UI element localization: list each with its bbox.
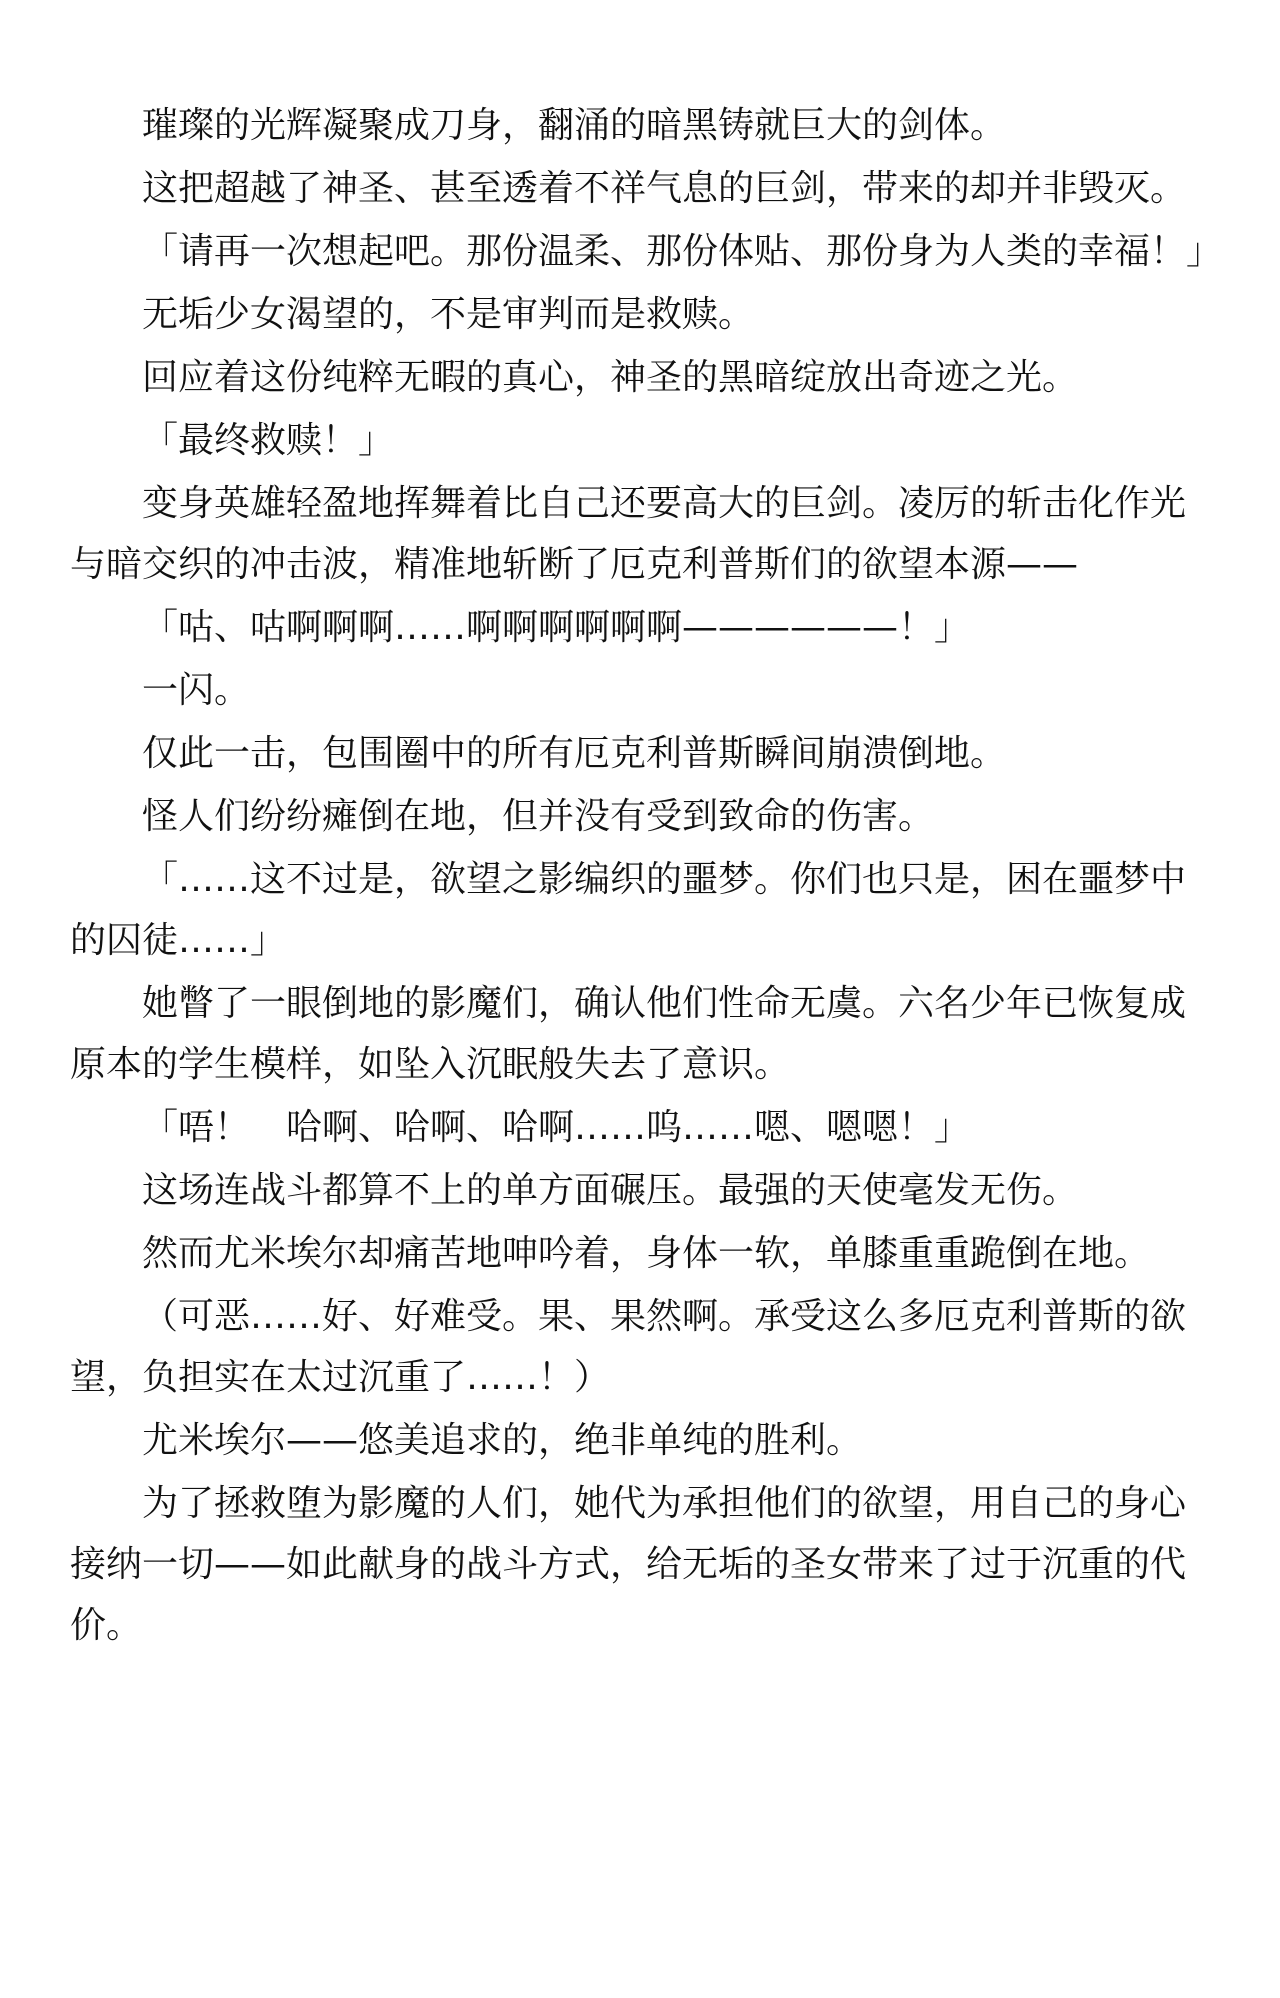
dialogue-paragraph: 「……这不过是，欲望之影编织的噩梦。你们也只是，困在噩梦中的囚徒……」 — [70, 859, 1187, 961]
paragraph: 璀璨的光辉凝聚成刀身，翻涌的暗黑铸就巨大的剑体。 — [142, 105, 1007, 146]
paragraph: 这把超越了神圣、甚至透着不祥气息的巨剑，带来的却并非毁灭。 — [142, 168, 1187, 209]
dialogue-paragraph: 「请再一次想起吧。那份温柔、那份体贴、那份身为人类的幸福！」 — [142, 231, 1223, 272]
paragraph: 为了拯救堕为影魔的人们，她代为承担他们的欲望，用自己的身心接纳一切——如此献身的战斗方式，给无垢的圣女带来了过于沉重的代价。 — [70, 1483, 1187, 1646]
paragraph: 回应着这份纯粹无暇的真心，神圣的黑暗绽放出奇迹之光。 — [142, 357, 1079, 398]
paragraph: 仅此一击，包围圈中的所有厄克利普斯瞬间崩溃倒地。 — [142, 733, 1007, 774]
dialogue-paragraph: 「最终救赎！」 — [142, 420, 395, 461]
paragraph: 然而尤米埃尔却痛苦地呻吟着，身体一软，单膝重重跪倒在地。 — [142, 1233, 1151, 1274]
inner-thought-paragraph: （可恶……好、好难受。果、果然啊。承受这么多厄克利普斯的欲望，负担实在太过沉重了……！） — [70, 1296, 1187, 1398]
dialogue-paragraph: 「咕、咕啊啊啊……啊啊啊啊啊啊——————！」 — [142, 607, 971, 648]
paragraph: 一闪。 — [142, 670, 251, 711]
dialogue-paragraph: 「唔！ 哈啊、哈啊、哈啊……呜……嗯、嗯嗯！」 — [142, 1107, 971, 1148]
paragraph: 这场连战斗都算不上的单方面碾压。最强的天使毫发无伤。 — [142, 1170, 1079, 1211]
paragraph: 怪人们纷纷瘫倒在地，但并没有受到致命的伤害。 — [142, 796, 935, 837]
paragraph: 她瞥了一眼倒地的影魔们，确认他们性命无虞。六名少年已恢复成原本的学生模样，如坠入沉眠般失去了意识。 — [70, 983, 1187, 1085]
paragraph: 无垢少女渴望的，不是审判而是救赎。 — [142, 294, 755, 335]
paragraph: 尤米埃尔——悠美追求的，绝非单纯的胜利。 — [142, 1420, 863, 1461]
novel-page — [70, 95, 1223, 1656]
paragraph: 变身英雄轻盈地挥舞着比自己还要高大的巨剑。凌厉的斩击化作光与暗交织的冲击波，精准地斩断了厄克利普斯们的欲望本源—— — [70, 483, 1187, 585]
